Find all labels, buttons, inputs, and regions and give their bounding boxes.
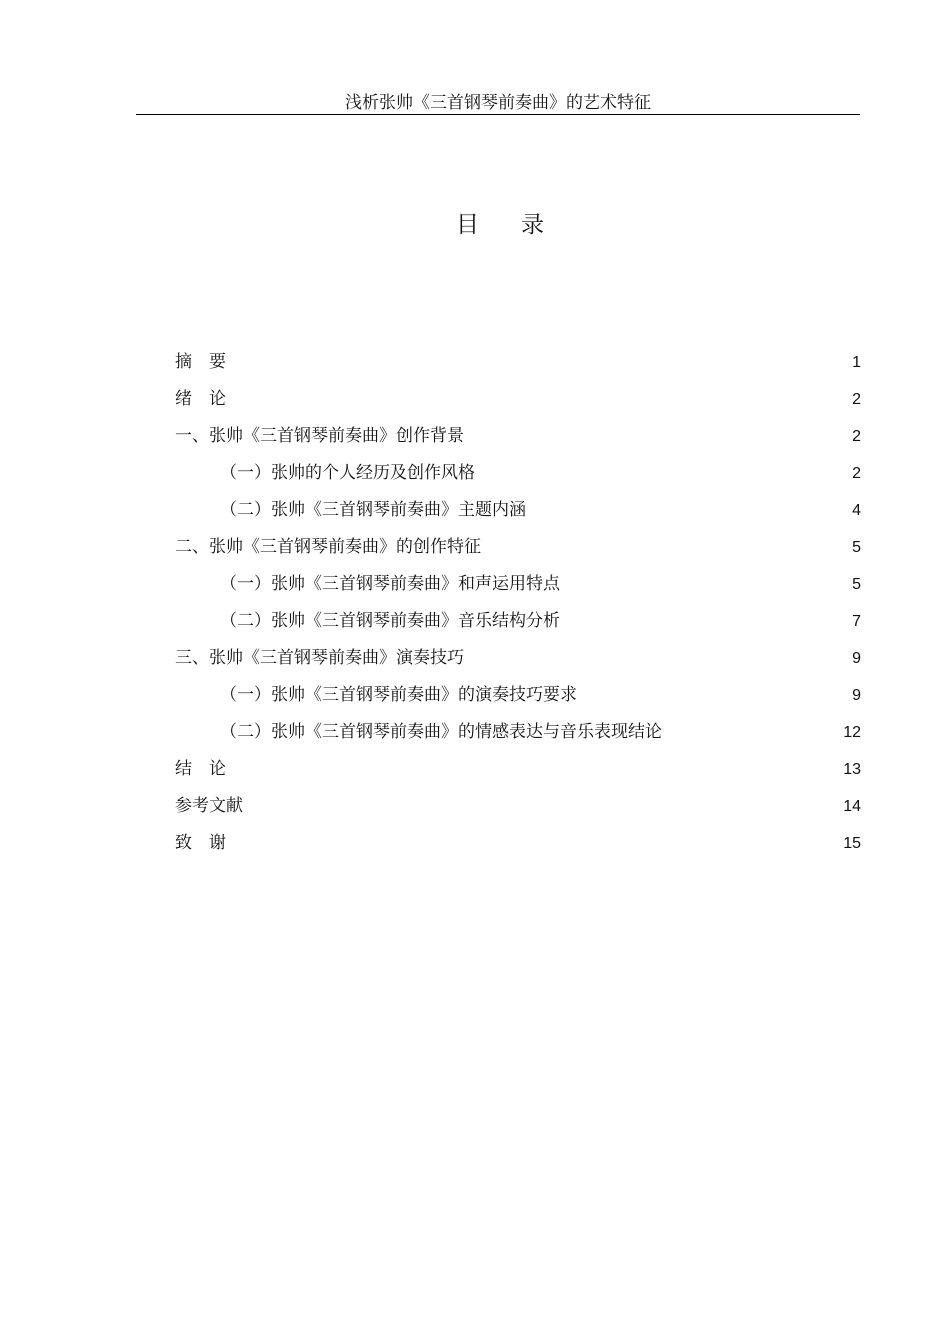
toc-entry-page: 1 — [852, 354, 861, 371]
toc-entry-page: 5 — [852, 576, 861, 593]
toc-entry-label: （二）张帅《三首钢琴前奏曲》主题内涵 — [220, 500, 526, 520]
toc-entry-label: 三、张帅《三首钢琴前奏曲》演奏技巧 — [175, 648, 464, 668]
toc-entry-introduction[interactable] — [175, 381, 861, 418]
toc-entry-chapter-1[interactable] — [175, 418, 861, 455]
toc-entry-page: 2 — [852, 428, 861, 445]
toc-entry-section-3-2[interactable] — [175, 714, 861, 751]
toc-entry-section-1-2[interactable] — [175, 492, 861, 529]
toc-entry-label: 二、张帅《三首钢琴前奏曲》的创作特征 — [175, 537, 481, 557]
toc-entry-page: 15 — [843, 835, 861, 852]
toc-entry-acknowledgements[interactable] — [175, 825, 861, 862]
toc-entry-section-2-1[interactable] — [175, 566, 861, 603]
toc-entry-label: （一）张帅的个人经历及创作风格 — [220, 463, 475, 483]
toc-entry-label: （一）张帅《三首钢琴前奏曲》和声运用特点 — [220, 574, 560, 594]
toc-title: 目录 — [456, 212, 586, 238]
toc-entry-section-2-2[interactable] — [175, 603, 861, 640]
toc-entry-page: 12 — [843, 724, 861, 741]
toc-entry-label: 绪 论 — [175, 389, 226, 409]
toc-entry-label: （二）张帅《三首钢琴前奏曲》的情感表达与音乐表现结论 — [220, 722, 662, 742]
toc-entry-page: 9 — [852, 650, 861, 667]
toc-entry-page: 4 — [852, 502, 861, 519]
toc-entry-page: 5 — [852, 539, 861, 556]
toc-entry-page: 2 — [852, 465, 861, 482]
running-header: 浅析张帅《三首钢琴前奏曲》的艺术特征 — [136, 92, 860, 115]
toc-entry-label: 致 谢 — [175, 833, 226, 853]
toc-entry-page: 14 — [843, 798, 861, 815]
toc-entry-references[interactable] — [175, 788, 861, 825]
toc-entry-section-1-1[interactable] — [175, 455, 861, 492]
toc-entry-page: 13 — [843, 761, 861, 778]
toc-entry-label: （二）张帅《三首钢琴前奏曲》音乐结构分析 — [220, 611, 560, 631]
toc-entry-abstract[interactable] — [175, 344, 861, 381]
toc-entry-label: 摘 要 — [175, 352, 226, 372]
toc-entry-chapter-3[interactable] — [175, 640, 861, 677]
toc-entry-page: 9 — [852, 687, 861, 704]
toc-entry-label: （一）张帅《三首钢琴前奏曲》的演奏技巧要求 — [220, 685, 577, 705]
toc-entry-label: 参考文献 — [175, 796, 243, 816]
toc-entry-label: 一、张帅《三首钢琴前奏曲》创作背景 — [175, 426, 464, 446]
toc-entry-label: 结 论 — [175, 759, 226, 779]
toc-entry-section-3-1[interactable] — [175, 677, 861, 714]
toc-entry-chapter-2[interactable] — [175, 529, 861, 566]
toc-entry-page: 7 — [852, 613, 861, 630]
toc-entry-conclusion[interactable] — [175, 751, 861, 788]
toc-entry-page: 2 — [852, 391, 861, 408]
table-of-contents — [175, 344, 861, 862]
